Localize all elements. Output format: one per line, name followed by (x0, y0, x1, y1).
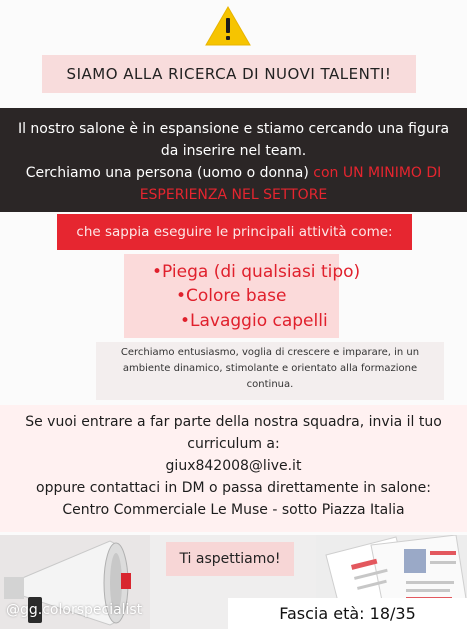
age-range-label (228, 598, 467, 629)
qualities-line-2: ambiente dinamico, stimolante e orientato alla formazione (122, 363, 418, 374)
contact-email[interactable]: giux842008@live.it (165, 458, 302, 474)
qualities-line-1: Cerchiamo entusiasmo, voglia di crescere e imparare, in un (120, 347, 420, 358)
contact-location: Centro Commerciale Le Muse - sotto Piazza Italia (62, 502, 405, 518)
requirements-lead-text: che sappia eseguire le principali attività come: (76, 224, 393, 240)
qualities-line-3: continua. (246, 379, 294, 390)
headline-banner (42, 55, 416, 93)
account-handle[interactable]: @gg.colorspecialist (6, 602, 143, 618)
intro-box (0, 108, 467, 212)
intro-line-1: Il nostro salone è in espansione e stiamo cercando una figura (17, 121, 450, 137)
intro-line-4-highlight: ESPERIENZA NEL SETTORE (139, 187, 328, 203)
list-item: •Piega (di qualsiasi tipo) (152, 262, 361, 282)
intro-line-3-plain: Cerchiamo una persona (uomo o donna) (25, 165, 309, 181)
age-range-text: Fascia età: 18/35 (279, 604, 416, 623)
contact-line-2: curriculum a: (187, 436, 280, 452)
warning-triangle-icon (205, 6, 251, 46)
headline-text: SIAMO ALLA RICERCA DI NUOVI TALENTI! (66, 65, 392, 83)
requirements-lead-bar (57, 214, 412, 250)
list-item: •Lavaggio capelli (180, 311, 328, 331)
cta-text: Ti aspettiamo! (179, 551, 281, 567)
intro-line-3-highlight: con UN MINIMO DI (313, 165, 442, 181)
qualities-box (96, 342, 444, 400)
intro-line-3 (0, 162, 467, 184)
cta-banner (166, 542, 294, 576)
list-item: •Colore base (176, 286, 287, 306)
intro-line-2: da inserire nel team. (160, 143, 307, 159)
contact-line-1: Se vuoi entrare a far parte della nostra squadra, invia il tuo (25, 414, 442, 430)
contact-box (0, 405, 467, 532)
contact-line-4: oppure contattaci in DM o passa direttamente in salone: (36, 480, 431, 496)
